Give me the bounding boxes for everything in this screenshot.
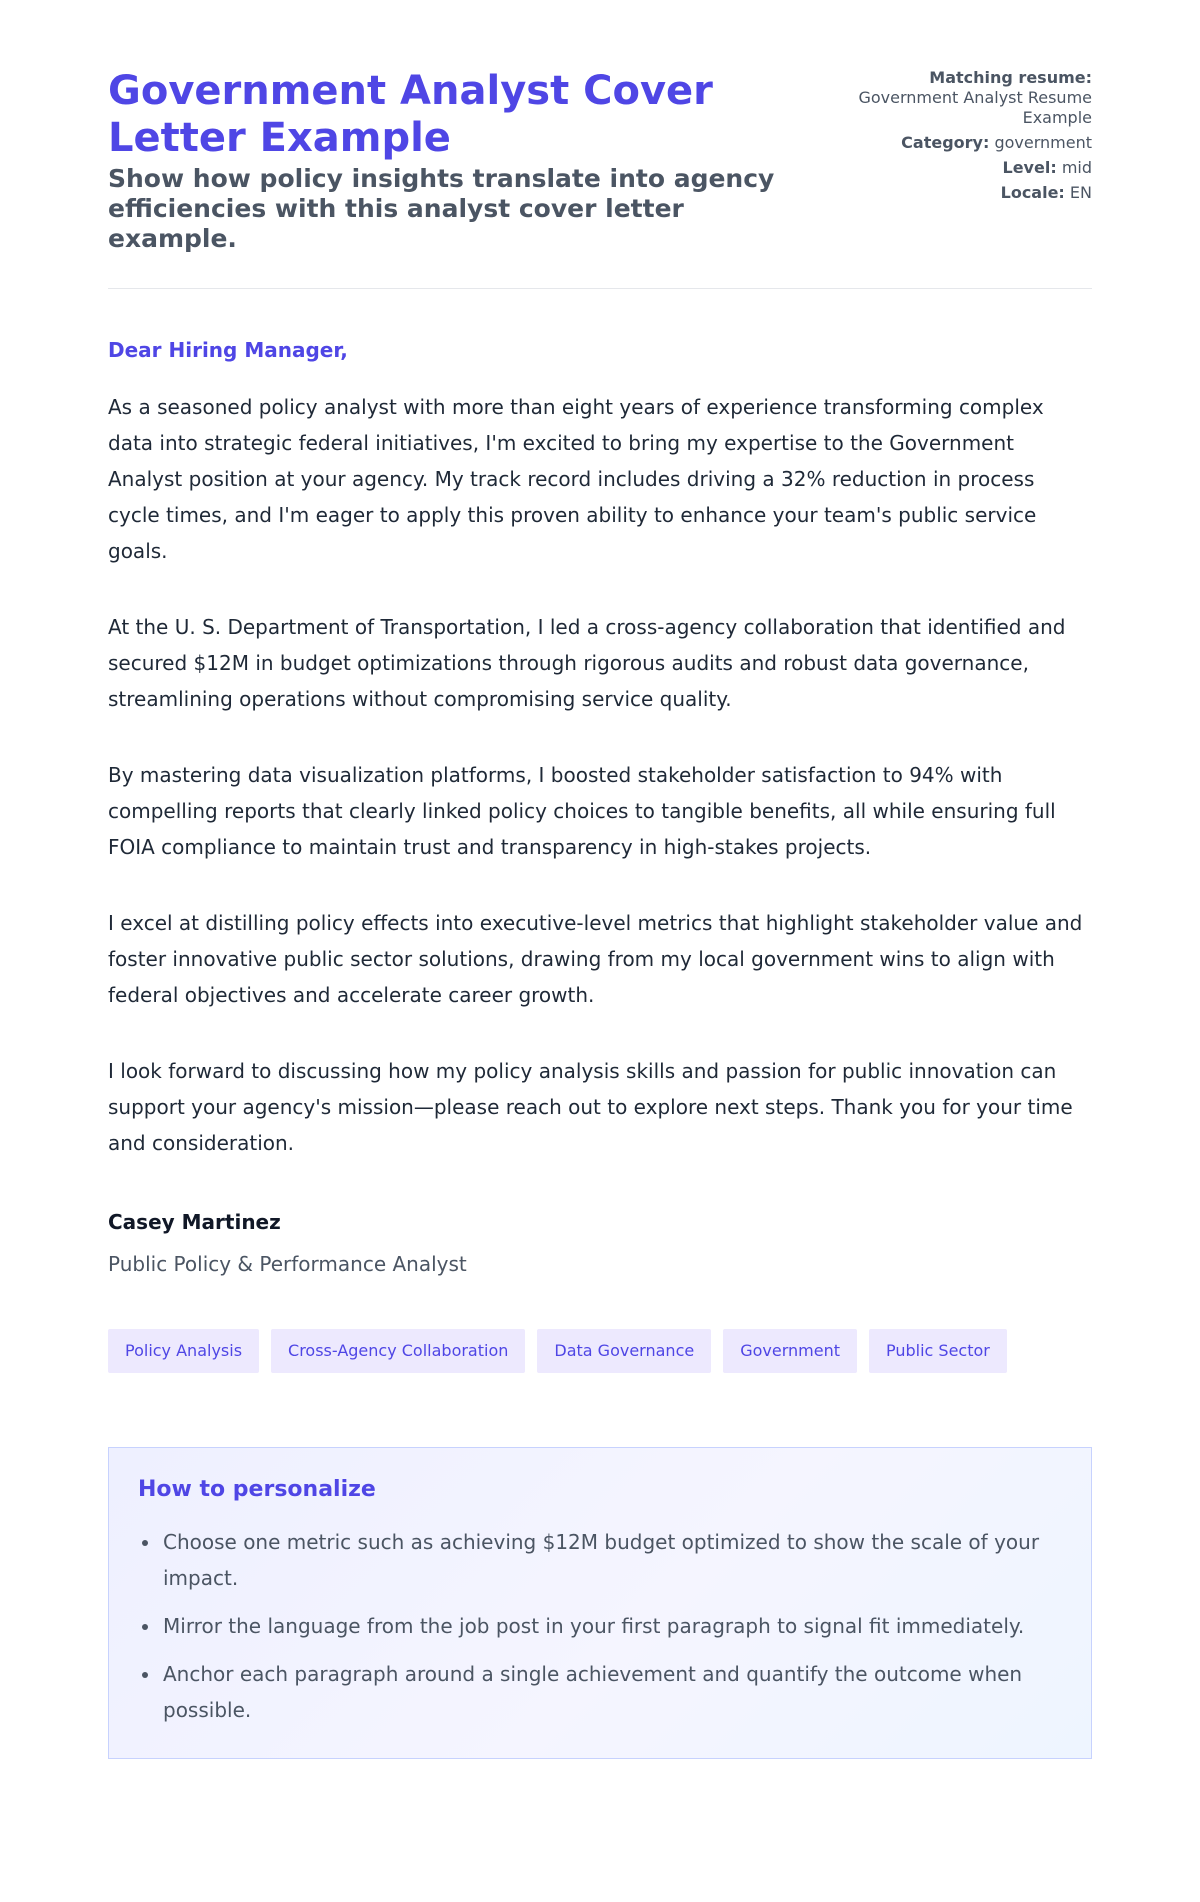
page-header [108, 68, 1092, 254]
meta-locale-label: Locale: [1000, 183, 1065, 202]
tips-title: How to personalize [138, 1477, 376, 1502]
letter-paragraph: As a seasoned policy analyst with more than eight years of experience transforming complex data into strategic federal initiatives, I'm excited to bring my expertise to the Government Analyst position at your agency. My track record includes driving a 32% reduction in process cycle times, and I'm eager to apply this proven ability to enhance your team's public service goals. [108, 395, 1044, 563]
meta-level-label: Level: [1002, 158, 1057, 177]
signature-title: Public Policy & Performance Analyst [108, 1252, 467, 1276]
tag-public-sector[interactable]: Public Sector [869, 1329, 1007, 1373]
letter-paragraph: At the U. S. Department of Transportation, I led a cross-agency collaboration that identified and secured $12M in budget optimizations through rigorous audits and robust data governance, streamlining operations without compromising service quality. [108, 615, 1066, 711]
meta-matching-resume [797, 68, 1092, 128]
header-divider [108, 288, 1092, 289]
letter-paragraph: I excel at distilling policy effects into executive-level metrics that highlight stakeholder value and foster innovative public sector solutions, drawing from my local government wins to align with federal objectives and accelerate career growth. [108, 911, 1083, 1007]
tag-cross-agency-collaboration[interactable]: Cross-Agency Collaboration [271, 1329, 525, 1373]
tag-government[interactable]: Government [723, 1329, 857, 1373]
signature-name: Casey Martinez [108, 1210, 281, 1234]
meta-category-label: Category: [901, 133, 990, 152]
meta-locale-value: EN [1069, 183, 1092, 202]
letter-paragraph: I look forward to discussing how my policy analysis skills and passion for public innovation can support your agency's mission—please reach out to explore next steps. Thank you for your time and consideration. [108, 1059, 1073, 1155]
meta-locale [797, 183, 1092, 203]
meta-level-value: mid [1061, 158, 1092, 177]
header-titles [108, 68, 797, 254]
letter-body [108, 389, 1092, 1161]
tag-data-governance[interactable]: Data Governance [537, 1329, 711, 1373]
meta-panel [797, 68, 1092, 208]
meta-matching-resume-link[interactable]: Government Analyst Resume Example [858, 88, 1092, 127]
meta-matching-resume-label: Matching resume: [929, 68, 1092, 87]
tips-item: Choose one metric such as achieving $12M budget optimized to show the scale of your impact. [138, 1524, 1062, 1596]
tips-item: Anchor each paragraph around a single achievement and quantify the outcome when possible. [138, 1656, 1062, 1728]
meta-category-value: government [994, 133, 1092, 152]
tips-list [138, 1524, 1062, 1728]
tag-list [108, 1329, 1092, 1373]
tips-item: Mirror the language from the job post in your first paragraph to signal fit immediately. [138, 1608, 1062, 1644]
letter-greeting: Dear Hiring Manager, [108, 338, 348, 362]
personalize-tips-panel [108, 1447, 1092, 1759]
page-title: Government Analyst Cover Letter Example [108, 68, 713, 161]
meta-level [797, 158, 1092, 178]
letter-paragraph: By mastering data visualization platforms, I boosted stakeholder satisfaction to 94% with compelling reports that clearly linked policy choices to tangible benefits, all while ensuring full FOIA compliance to maintain trust and transparency in high-stakes projects. [108, 763, 1056, 859]
tag-policy-analysis[interactable]: Policy Analysis [108, 1329, 259, 1373]
page-subtitle: Show how policy insights translate into agency efficiencies with this analyst cover letter example. [108, 164, 775, 253]
meta-category [797, 133, 1092, 153]
